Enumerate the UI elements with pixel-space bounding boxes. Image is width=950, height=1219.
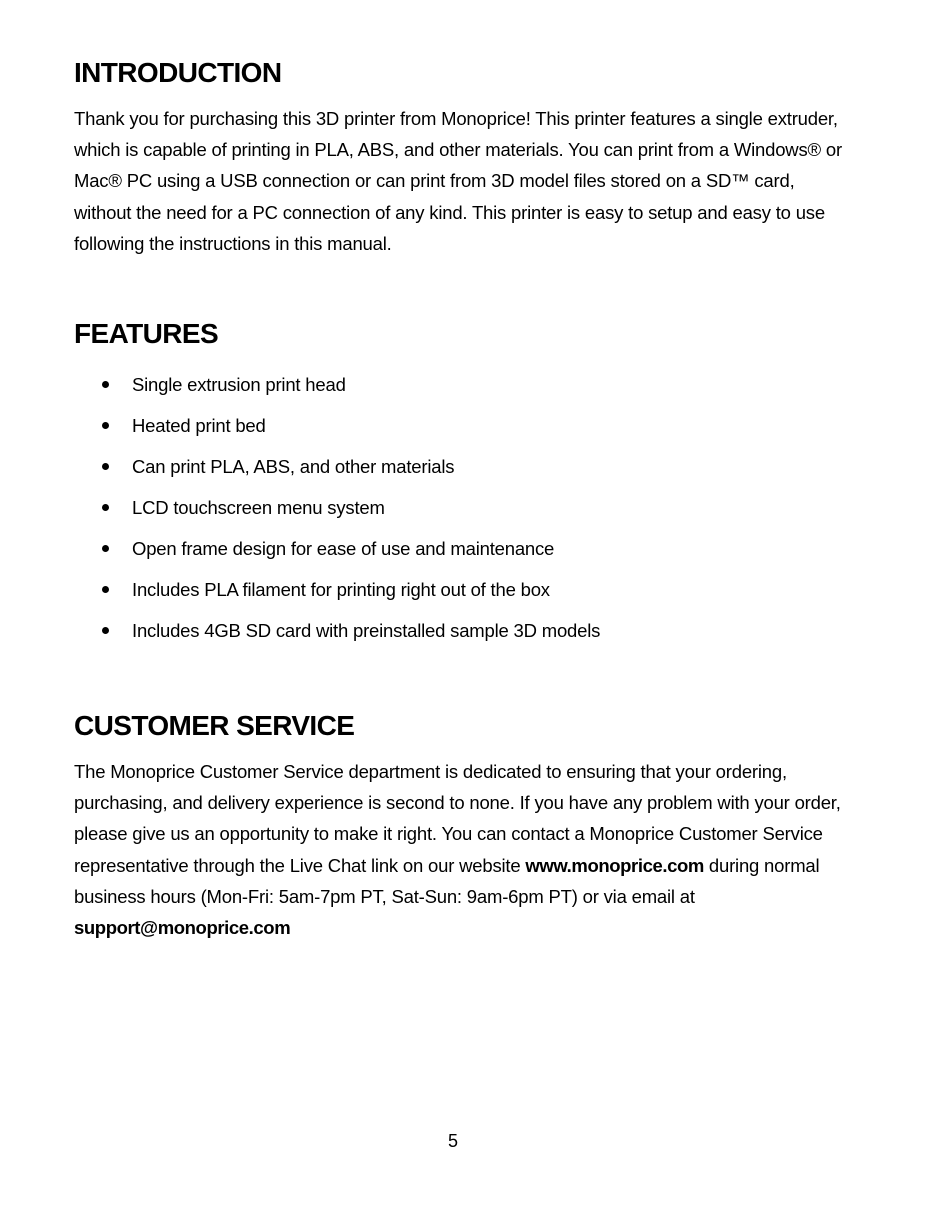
customer-service-text-1: The Monoprice Customer Service department is dedicated to ensuring that your ordering, purchasing, and delivery experience is second to none. If you have any problem with your order, please give us an opportunity to make it right. You can contact a Monoprice Customer Service representative through the Live Chat link on our website	[74, 761, 841, 876]
customer-service-text-2: during normal business hours (Mon-Fri: 5am-7pm PT, Sat-Sun: 9am-6pm PT) or via email at	[74, 854, 820, 907]
introduction-paragraph: Thank you for purchasing this 3D printer from Monoprice! This printer features a single extruder, which is capable of printing in PLA, ABS, and other materials. You can print from a Windows® or Mac® PC using a USB connection or can print from 3D model files stored on a SD™ card, without the need for a PC connection of any kind. This printer is easy to setup and easy to use following the instructions in this manual.	[74, 108, 842, 254]
bullet-icon	[102, 463, 109, 470]
bullet-icon	[102, 504, 109, 511]
feature-item-text: Open frame design for ease of use and maintenance	[132, 538, 555, 560]
customer-service-heading: CUSTOMER SERVICE	[74, 710, 355, 742]
features-list	[74, 364, 854, 651]
feature-item-text: Includes PLA filament for printing right out of the box	[132, 579, 550, 601]
features-heading: FEATURES	[74, 318, 219, 350]
feature-item-text: Single extrusion print head	[132, 374, 346, 396]
feature-item	[74, 446, 854, 487]
feature-item-text: LCD touchscreen menu system	[132, 497, 385, 519]
feature-item	[74, 405, 854, 446]
bullet-icon	[102, 422, 109, 429]
feature-item	[74, 487, 854, 528]
feature-item	[74, 610, 854, 651]
feature-item-text: Includes 4GB SD card with preinstalled sample 3D models	[132, 620, 601, 642]
feature-item	[74, 528, 854, 569]
page-content	[74, 55, 854, 943]
support-email-link[interactable]: support@monoprice.com	[74, 917, 291, 939]
feature-item-text: Can print PLA, ABS, and other materials	[132, 456, 455, 478]
bullet-icon	[102, 381, 109, 388]
bullet-icon	[102, 627, 109, 634]
page-number: 5	[447, 1131, 458, 1151]
customer-service-paragraph	[74, 756, 854, 943]
feature-item	[74, 569, 854, 610]
bullet-icon	[102, 586, 109, 593]
bullet-icon	[102, 545, 109, 552]
feature-item-text: Heated print bed	[132, 415, 266, 437]
website-link[interactable]: www.monoprice.com	[525, 854, 704, 876]
introduction-heading: INTRODUCTION	[74, 57, 282, 88]
feature-item	[74, 364, 854, 405]
